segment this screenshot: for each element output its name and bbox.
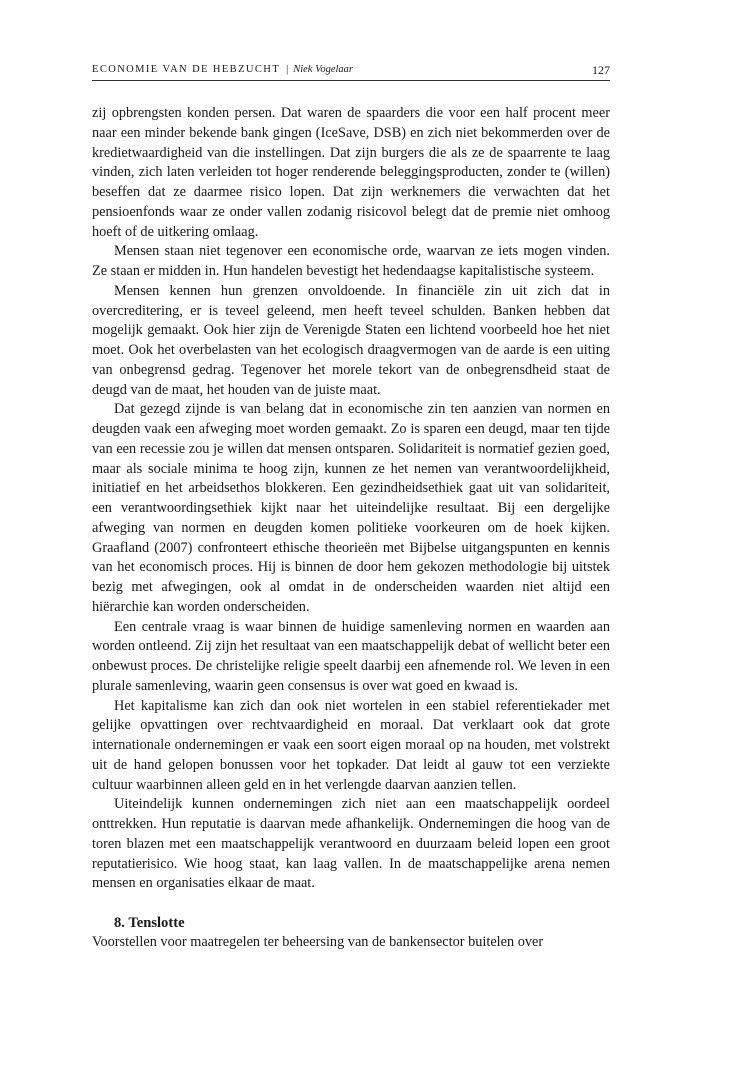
paragraph-2: Mensen staan niet tegenover een economische orde, waarvan ze iets mogen vinden. Ze staan er midden in. Hun handelen bevestigt het hedendaagse kapitalistische systeem. bbox=[92, 243, 610, 279]
section-first-line: Voorstellen voor maatregelen ter beheersing van de bankensector buitelen over bbox=[92, 934, 544, 950]
paragraph-3: Mensen kennen hun grenzen onvoldoende. In financiële zin uit zich dat in overcreditering, er is teveel geleend, men heeft teveel schulden. Banken hebben dat mogelijk gemaakt. Ook hier zijn de Verenigde Staten een lichtend voorbeeld hoe het niet moet. Ook het overbelasten van het ecologisch draagvermogen van de aarde is een uiting van onbegrensd gedrag. Tegenover het morele tekort van de onbegrensdheid staat de deugd van de maat, het houden van de juiste maat. bbox=[92, 282, 610, 398]
paragraph-7: Uiteindelijk kunnen ondernemingen zich niet aan een maatschappelijk oordeel onttrekken. Hun reputatie is daarvan mede afhankelijk. Ondernemingen die hoog van de toren blazen met een maatschappelijk verantwoord en duurzaam beleid lopen een groot reputatierisico. Wie hoog staat, kan laag vallen. In de maatschappelijke arena nemen mensen en organisaties elkaar de maat. bbox=[92, 796, 610, 892]
paragraph-6: Het kapitalisme kan zich dan ook niet wortelen in een stabiel referentiekader met gelijke opvattingen over rechtvaardigheid en moraal. Dat verklaart ook dat grote internationale ondernemingen er vaak een soort eigen moraal op na houden, met volstrekt uit de hand gelopen bonussen voor het topkader. Dat leidt al gauw tot een verziekte cultuur waarbinnen alleen geld en in het verlengde daarvan aanzien tellen. bbox=[92, 697, 610, 793]
paragraph-1: zij opbrengsten konden persen. Dat waren de spaarders die voor een half procent meer naar een minder bekende bank gingen (IceSave, DSB) en zich niet bekommerden over de kredietwaardigheid van die instellingen. Dat zijn burgers die als ze de spaarrente te laag vinden, zich laten verleiden tot hoger renderende beleggingsproducten, zonder te (willen) beseffen dat ze daarmee risico lopen. Dat zijn werknemers die verwachten dat het pensioenfonds waar ze onder vallen zodanig risicovol belegt dat de premie niet omhoog hoeft of de uitkering omlaag. bbox=[92, 105, 610, 240]
body-text bbox=[92, 104, 610, 953]
running-header bbox=[92, 62, 610, 81]
header-author: Niek Vogelaar bbox=[293, 64, 353, 75]
paragraph-4: Dat gezegd zijnde is van belang dat in economische zin ten aanzien van normen en deugden vaak een afweging moet worden gemaakt. Zo is sparen een deugd, maar ten tijde van een recessie zou je willen dat mensen ontsparen. Solidariteit is normatief gezien goed, maar als sociale minima te hoog zijn, kunnen ze het nemen van verantwoordelijkheid, initiatief en het arbeidsethos blokkeren. Een gezindheidsethiek gaat uit van solidariteit, een verantwoordingsethiek kijkt naar het uiteindelijke resultaat. Bij een dergelijke afweging van normen en deugden komen politieke voorkeuren om de hoek kijken. Graafland (2007) confronteert ethische theorieën met Bijbelse uitgangspunten en kennis van het economisch proces. Hij is binnen de door hem gekozen methodologie bij uitstek bezig met afwegingen, ook al omdat in de onderscheiden waarden niet altijd een hiërarchie kan worden onderscheiden. bbox=[92, 401, 610, 615]
header-left bbox=[92, 64, 353, 75]
header-separator: | bbox=[286, 64, 289, 75]
section-heading: 8. Tenslotte bbox=[114, 915, 185, 931]
running-title: ECONOMIE VAN DE HEBZUCHT bbox=[92, 64, 281, 75]
paragraph-5: Een centrale vraag is waar binnen de huidige samenleving normen en waarden aan worden ontleend. Zij zijn het resultaat van een maatschappelijk debat of wellicht beter een onbewust proces. De christelijke religie speelt daarbij een afnemende rol. We leven in een plurale samenleving, waarin geen consensus is over wat goed en kwaad is. bbox=[92, 618, 610, 694]
page-number: 127 bbox=[592, 63, 610, 77]
